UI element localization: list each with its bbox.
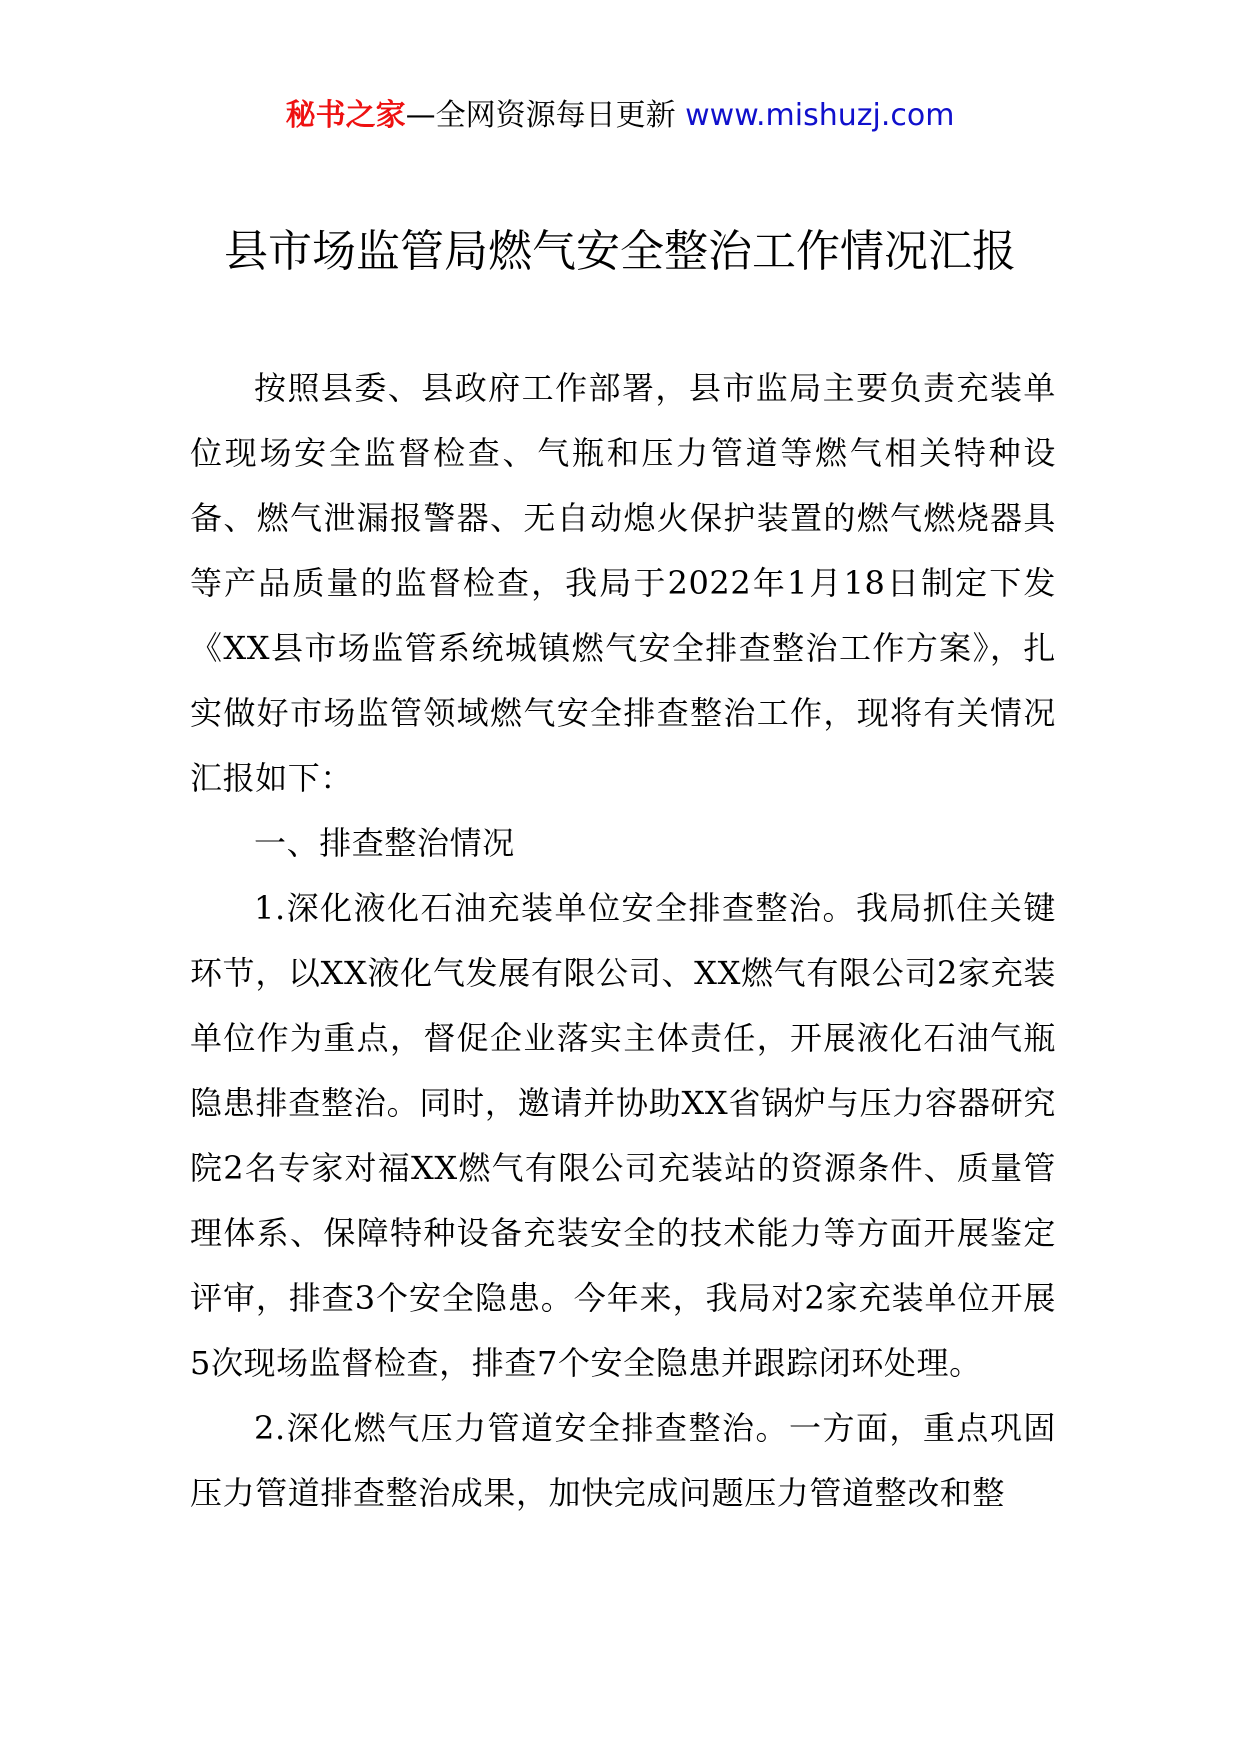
site-url-link[interactable]: www.mishuzj.com [685, 98, 955, 133]
document-title: 县市场监管局燃气安全整治工作情况汇报 [224, 226, 1016, 277]
document-body [190, 356, 1056, 1526]
brand-name: 秘书之家 [285, 98, 406, 133]
site-banner [0, 96, 1240, 136]
paragraph-intro: 按照县委、县政府工作部署，县市监局主要负责充装单位现场安全监督检查、气瓶和压力管道等燃气相关特种设备、燃气泄漏报警器、无自动熄火保护装置的燃气燃烧器具等产品质量的监督检查，我局于2022年1月18日制定下发《XX县市场监管系统城镇燃气安全排查整治工作方案》，扎实做好市场监管领域燃气安全排查整治工作，现将有关情况汇报如下： [190, 369, 1056, 797]
paragraph-item-1: 1.深化液化石油充装单位安全排查整治。我局抓住关键环节，以XX液化气发展有限公司、XX燃气有限公司2家充装单位作为重点，督促企业落实主体责任，开展液化石油气瓶隐患排查整治。同时，邀请并协助XX省锅炉与压力容器研究院2名专家对福XX燃气有限公司充装站的资源条件、质量管理体系、保障特种设备充装安全的技术能力等方面开展鉴定评审，排查3个安全隐患。今年来，我局对2家充装单位开展5次现场监督检查，排查7个安全隐患并跟踪闭环处理。 [190, 889, 1056, 1382]
section-heading: 一、排查整治情况 [254, 824, 515, 862]
banner-tagline: —全网资源每日更新 [405, 98, 686, 133]
paragraph-item-2: 2.深化燃气压力管道安全排查整治。一方面，重点巩固压力管道排查整治成果，加快完成问题压力管道整改和整 [190, 1409, 1056, 1512]
